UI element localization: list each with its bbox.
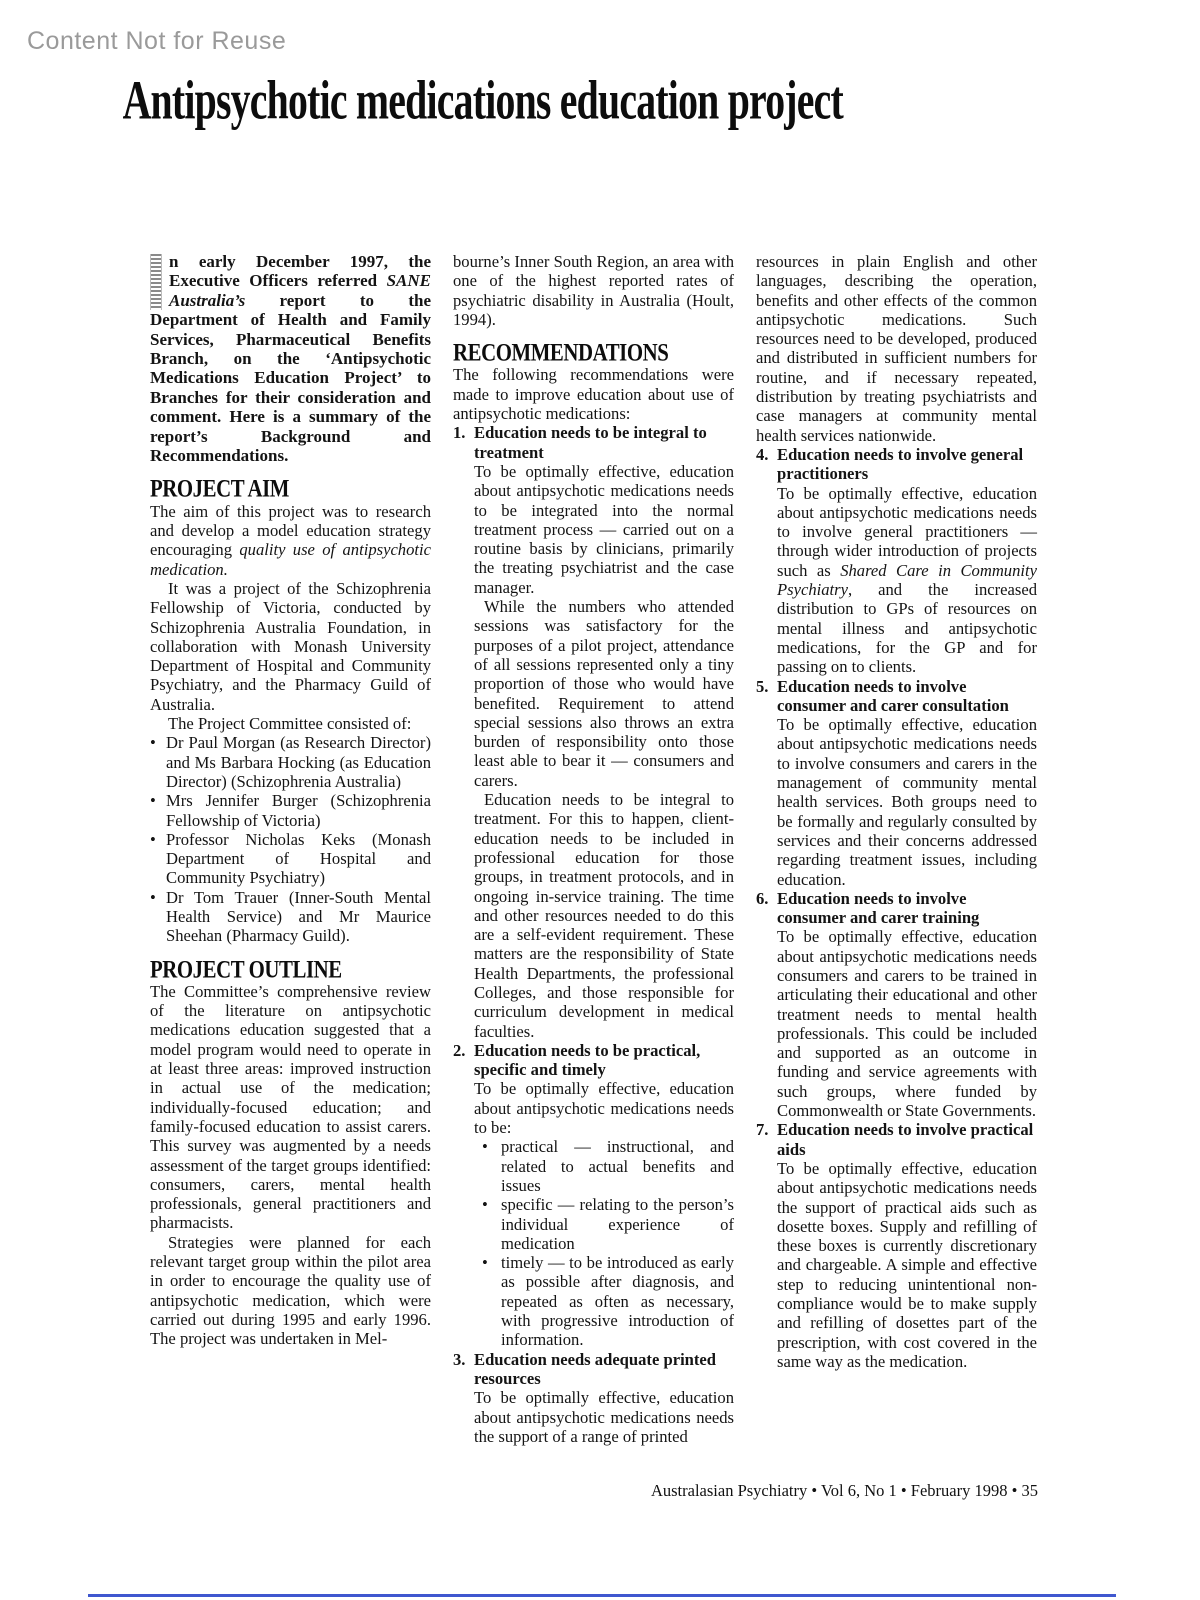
column-1 bbox=[150, 252, 431, 1446]
item-number: 7. bbox=[756, 1120, 769, 1140]
item-number: 5. bbox=[756, 676, 769, 696]
item-text-2: , and the increased distribution to GPs of resources on mental illness and antipsychotic medications, for the GP and for passing on to clients. bbox=[777, 580, 1037, 677]
committee-bullet-1 bbox=[150, 733, 431, 791]
recommendations-intro: The following recommendations were made to improve education about use of antipsychotic medications: bbox=[453, 365, 734, 424]
continuation-paragraph: bourne’s Inner South Region, an area with one of the highest reported rates of psychiatric disability in Australia (Hoult, 1994). bbox=[453, 252, 734, 329]
aim-paragraph-2: It was a project of the Schizophrenia Fellowship of Victoria, conducted by Schizophrenia Australia Foundation, in collaboration with Monash University Department of Hospital and Community Psychiatry, and the Pharmacy Guild of Australia. bbox=[150, 578, 431, 714]
item-number: 4. bbox=[756, 444, 769, 464]
committee-bullet-2 bbox=[150, 791, 431, 830]
item-body bbox=[474, 423, 734, 1041]
aim-paragraph-3: The Project Committee consisted of: bbox=[168, 714, 412, 734]
item-title: Education needs to be practical, specific and timely bbox=[474, 1040, 701, 1080]
column-2 bbox=[453, 252, 734, 1446]
aim-italic: quality use of antipsychotic medication. bbox=[150, 540, 431, 579]
item-number: 2. bbox=[453, 1040, 466, 1060]
item-body bbox=[474, 1350, 734, 1446]
item-title: Education needs to involve consumer and carer consultation bbox=[777, 676, 1009, 715]
item-paragraph bbox=[777, 484, 1037, 677]
sub-bullet-text: timely — to be introduced as early as possible after diagnosis, and repeated as often as necessary, with progressive introduction of information. bbox=[501, 1253, 734, 1350]
bullet-icon: • bbox=[150, 887, 156, 907]
item-paragraph: To be optimally effective, education about antipsychotic medications needs to involve consumers and carers in the management of community mental health services. Both groups need to be formally and regularly consulted by services and their concerns addressed regarding treatment issues, including education. bbox=[777, 715, 1037, 889]
article-title-wrap bbox=[0, 72, 966, 130]
article-title: Antipsychotic medications education project bbox=[122, 70, 844, 132]
item-number: 3. bbox=[453, 1349, 466, 1369]
column-3 bbox=[756, 252, 1037, 1446]
committee-member: Dr Paul Morgan (as Research Director) and Ms Barbara Hocking (as Education Director) (Schizophrenia Australia) bbox=[166, 733, 431, 791]
committee-member: Dr Tom Trauer (Inner-South Mental Health Service) and Mr Maurice Sheehan (Pharmacy Guild). bbox=[166, 887, 431, 946]
item-paragraph: To be optimally effective, education about antipsychotic medications needs to be: bbox=[474, 1079, 734, 1138]
item-paragraph: To be optimally effective, education about antipsychotic medications needs consumers and carers to be trained in articulating their educational and other treatment needs to mental health professionals. This could be included and supported as an outcome in funding and service agreements with such groups, where funded by Commonwealth or State Governments. bbox=[777, 927, 1037, 1121]
item-title: Education needs to involve consumer and carer training bbox=[777, 888, 980, 928]
bottom-accent-rule bbox=[88, 1594, 1116, 1597]
recommendation-item-7 bbox=[756, 1120, 1037, 1371]
intro-text-2: report to the Department of Health and Family Services, Pharmaceutical Benefits Branch, on the ‘Antipsychotic Medications Education Project’ to Branches for their consideration and comment. Here is a summary of the report’s Background and Recommendations. bbox=[150, 290, 431, 466]
aim-text: The aim of this project was to research and develop a model education strategy encouraging bbox=[150, 501, 431, 560]
intro-paragraph bbox=[150, 252, 431, 465]
outline-paragraph-1: The Committee’s comprehensive review of the literature on antipsychotic medications education suggested that a model program would need to operate in at least three areas: improved instruction in actual use of the medication; individually-focused education; and family-focused education to assist carers. This survey was augmented by a needs assessment of the target groups identified: consumers, carers, mental health professionals, general practitioners and pharmacists. bbox=[150, 981, 431, 1233]
bullet-icon: • bbox=[482, 1137, 488, 1157]
recommendation-item-4 bbox=[756, 445, 1037, 677]
heading-recommendations: RECOMMENDATIONS bbox=[453, 338, 669, 367]
item-title: Education needs to involve practical aids bbox=[777, 1120, 1034, 1159]
bullet-icon: • bbox=[482, 1195, 488, 1215]
journal-footer: Australasian Psychiatry • Vol 6, No 1 • February 1998 • 35 bbox=[650, 1481, 1038, 1500]
bullet-icon: • bbox=[150, 791, 156, 811]
bullet-icon: • bbox=[482, 1253, 488, 1273]
aim-paragraph-1 bbox=[150, 502, 431, 579]
intro-text-1: n early December 1997, the Executive Officers referred bbox=[169, 252, 431, 291]
heading-project-aim: PROJECT AIM bbox=[150, 474, 290, 504]
committee-bullet-3 bbox=[150, 830, 431, 888]
item-title: Education needs to be integral to treatment bbox=[474, 423, 707, 462]
item-body bbox=[777, 889, 1037, 1121]
item-body bbox=[777, 677, 1037, 889]
sub-bullet-2 bbox=[474, 1195, 734, 1253]
item-number: 1. bbox=[453, 423, 466, 443]
committee-member: Mrs Jennifer Burger (Schizophrenia Fellowship of Victoria) bbox=[166, 791, 431, 830]
item-body bbox=[777, 445, 1037, 677]
item-paragraph: To be optimally effective, education about antipsychotic medications needs the support of a range of printed bbox=[474, 1388, 734, 1446]
sub-bullet-text: practical — instructional, and related to actual benefits and issues bbox=[501, 1137, 734, 1195]
item-italic: Shared Care in Community Psychiatry bbox=[777, 560, 1037, 600]
intro-italic-sane: SANE Australia’s bbox=[169, 271, 431, 310]
bullet-icon: • bbox=[150, 733, 156, 753]
sub-bullet-1 bbox=[474, 1137, 734, 1195]
sub-bullet-3 bbox=[474, 1253, 734, 1349]
dropcap-initial-I bbox=[150, 254, 162, 310]
recommendation-item-6 bbox=[756, 889, 1037, 1121]
recommendation-item-3 bbox=[453, 1350, 734, 1446]
item-title: Education needs adequate printed resources bbox=[474, 1349, 717, 1388]
watermark-text: Content Not for Reuse bbox=[27, 27, 287, 55]
item-body bbox=[777, 1120, 1037, 1371]
item-body bbox=[474, 1041, 734, 1350]
item-paragraph: To be optimally effective, education about antipsychotic medications needs the support of practical aids such as dosette boxes. Supply and refilling of these boxes is currently discretionary and chargeable. A simple and effective step to reducing unintentional non-compliance would be to make supply and refilling of dosettes part of the prescription, with cost covered in the same way as the medication. bbox=[777, 1158, 1037, 1371]
article-body bbox=[150, 252, 1038, 1446]
recommendation-item-1 bbox=[453, 423, 734, 1041]
heading-project-outline: PROJECT OUTLINE bbox=[150, 954, 342, 984]
continuation-paragraph: resources in plain English and other languages, describing the operation, benefits and other effects of the common antipsychotic medications. Such resources need to be developed, produced and distributed in sufficient numbers for routine, and if necessary repeated, distribution by treating psychiatrists and case managers at community mental health services nationwide. bbox=[756, 252, 1037, 445]
item-number: 6. bbox=[756, 888, 769, 908]
item-paragraph: Education needs to be integral to treatment. For this to happen, client-education needs to be included in professional education for those groups, in treatment protocols, and in ongoing in-service training. The time and other resources needed to do this are a self-evident requirement. These matters are the responsibility of State Health Departments, the professional Colleges, and those responsible for curriculum development in medical faculties. bbox=[474, 790, 734, 1041]
outline-paragraph-2: Strategies were planned for each relevant target group within the pilot area in order to encourage the quality use of antipsychotic medication, which were carried out during 1995 and early 1996. The project was undertaken in Mel- bbox=[150, 1232, 431, 1349]
bullet-icon: • bbox=[150, 829, 156, 849]
item-text-1: To be optimally effective, education about antipsychotic medications needs to involve general practitioners — through wider introduction of projects such as bbox=[777, 483, 1037, 580]
recommendation-item-5 bbox=[756, 677, 1037, 889]
committee-member: Professor Nicholas Keks (Monash Department of Hospital and Community Psychiatry) bbox=[166, 829, 431, 888]
item-paragraph: To be optimally effective, education about antipsychotic medications needs to be integrated into the normal treatment process — carried out on a routine basis by clinicians, primarily the treating psychiatrist and the case manager. bbox=[474, 461, 734, 597]
item-paragraph: While the numbers who attended sessions was satisfactory for the purposes of a pilot project, attendance of all sessions represented only a tiny proportion of those who would have benefited. Requirement to attend special sessions also throws an extra burden of responsibility onto those least able to bear it — consumers and carers. bbox=[474, 597, 734, 790]
item-title: Education needs to involve general practitioners bbox=[777, 444, 1024, 484]
sub-bullet-text: specific — relating to the person’s individual experience of medication bbox=[501, 1195, 734, 1253]
committee-bullet-4 bbox=[150, 888, 431, 946]
recommendation-item-2 bbox=[453, 1041, 734, 1350]
